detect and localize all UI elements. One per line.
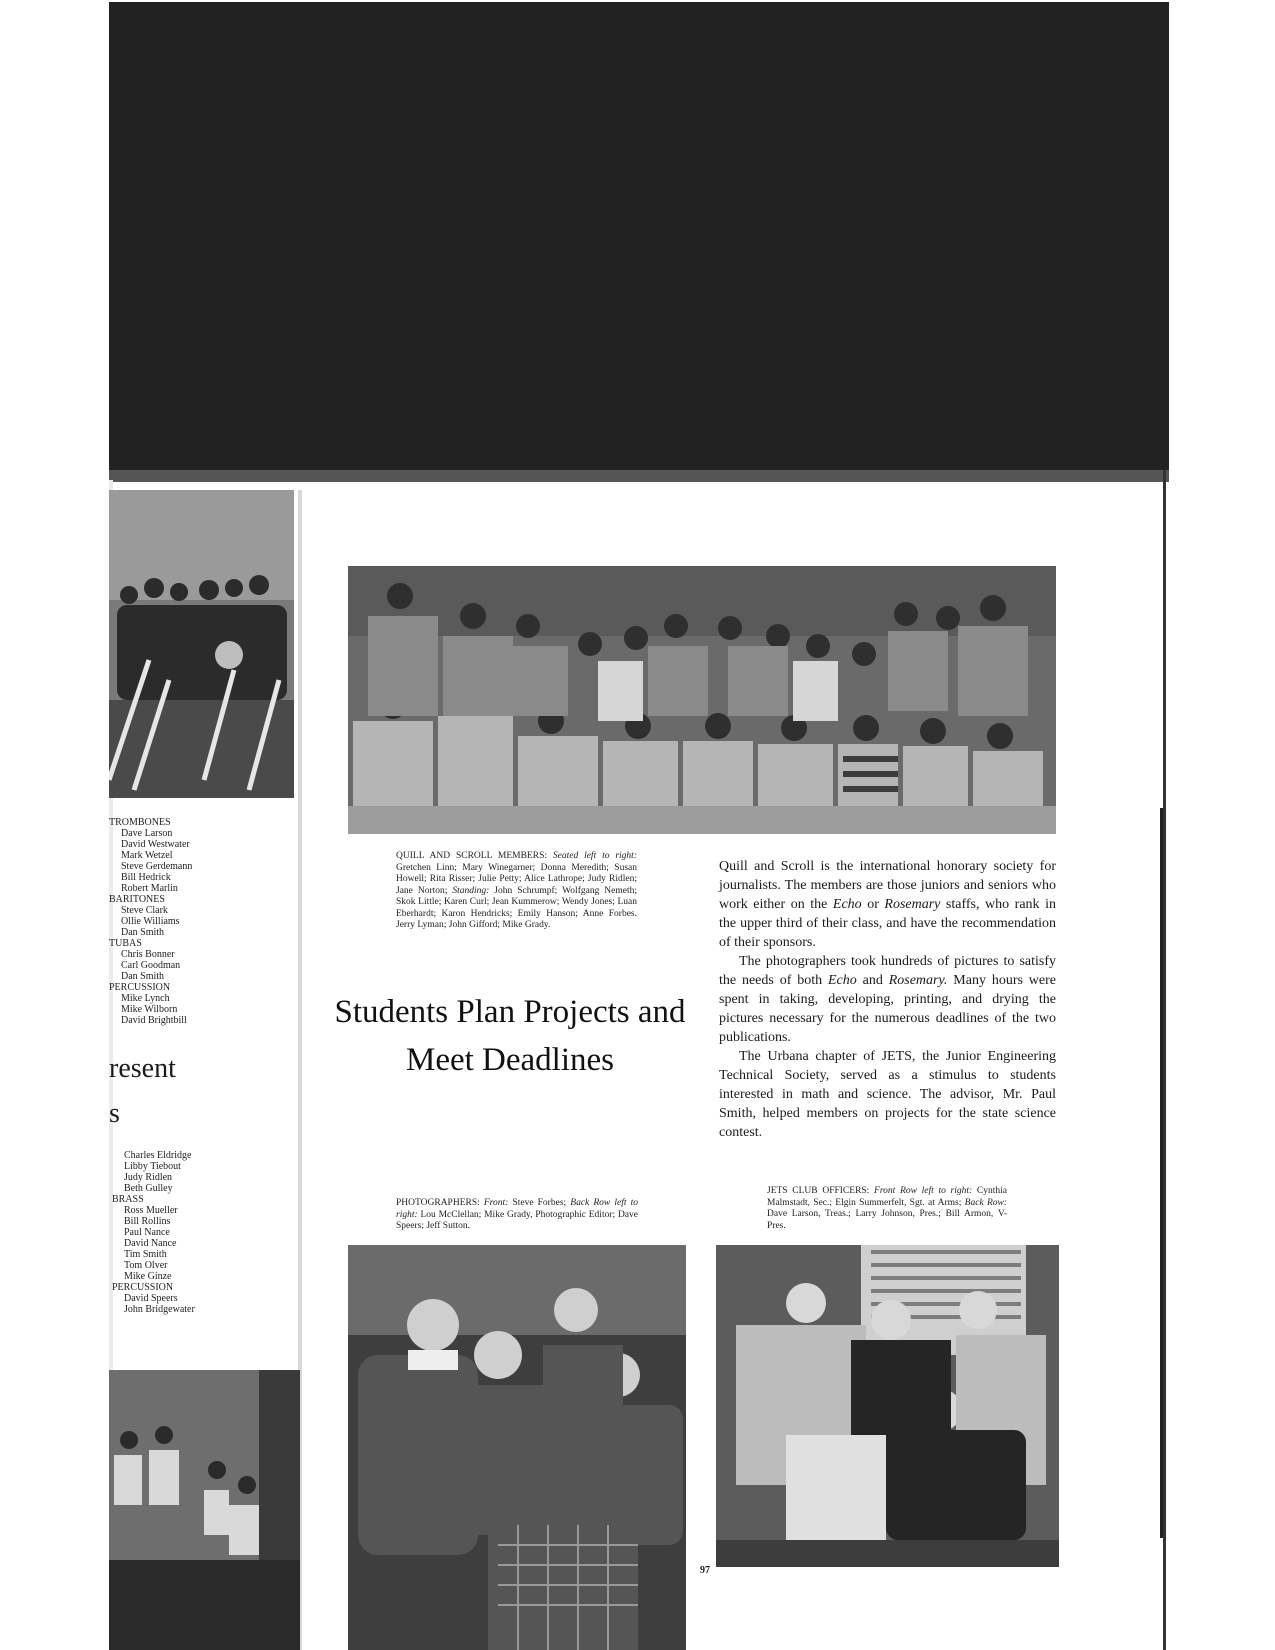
quill-and-scroll-photo: [348, 566, 1056, 834]
band-list-top: [109, 817, 289, 1026]
jets-officers-photo: [716, 1245, 1059, 1567]
photographers-photo: [348, 1245, 686, 1650]
caption-lead: QUILL AND SCROLL MEMBERS:: [396, 851, 553, 861]
paragraph-photographers: The photographers took hundreds of pictures to satisfy the needs of both Echo and Rosemary. Many hours were spent in taking, developing, printing, and drying the pictures necessary for the numerous deadlines of the two publications.: [719, 954, 1057, 1045]
member-name: Judy Ridlen: [124, 1172, 173, 1183]
member-name: Bill Hedrick: [121, 872, 171, 883]
member-name: Ross Mueller: [124, 1205, 178, 1216]
member-name: Tim Smith: [124, 1249, 167, 1260]
member-name: Dan Smith: [121, 971, 165, 982]
right-page-edge: [1163, 470, 1166, 1650]
headline-fragment-2: s: [109, 1098, 120, 1129]
page-headline: [325, 988, 695, 1084]
section-heading: TUBAS: [109, 938, 142, 949]
headline-line-1: Students Plan Projects and: [334, 994, 686, 1030]
member-name: Dan Smith: [121, 927, 165, 938]
member-name: Steve Clark: [121, 905, 168, 916]
band-photo-bottom: [109, 1370, 300, 1650]
member-name: Steve Gerdemann: [121, 861, 193, 872]
photographers-caption: PHOTOGRAPHERS: Front: Steve Forbes; Back Row left to right: Lou McClellan; Mike Grady, Photographic Editor; Dave Speers; Jeff Sutton.: [396, 1198, 638, 1231]
section-heading: BRASS: [112, 1194, 144, 1205]
headline-line-2: Meet Deadlines: [405, 1042, 614, 1078]
member-name: Mike Ginze: [124, 1271, 172, 1282]
quill-and-scroll-caption: [396, 851, 637, 932]
member-name: Mike Wilborn: [121, 1004, 178, 1015]
member-name: Tom Olver: [124, 1260, 168, 1271]
member-name: David Brightbill: [121, 1015, 187, 1026]
paragraph-quill-and-scroll: Quill and Scroll is the international honorary society for journalists. The members are those juniors and seniors who work either on the Echo or Rosemary staffs, who rank in the upper third of their class, and have the recommendation of their sponsors.: [719, 859, 1056, 950]
top-dark-band-edge: [109, 470, 1169, 482]
member-name: Paul Nance: [124, 1227, 170, 1238]
band-photo-top: [109, 490, 294, 798]
headline-fragment-1: resent: [109, 1053, 176, 1084]
jets-caption: JETS CLUB OFFICERS: Front Row left to right: Cynthia Malmstadt, Sec.; Elgin Summerfelt, Sgt. at Arms; Back Row: Dave Larson, Treas.; Larry Johnson, Pres.; Bill Armon, V-Pres.: [767, 1186, 1007, 1231]
member-name: Charles Eldridge: [124, 1150, 192, 1161]
member-name: Robert Marlin: [121, 883, 178, 894]
member-name: Dave Larson: [121, 828, 173, 839]
section-heading: PERCUSSION: [109, 982, 171, 993]
section-heading: TROMBONES: [109, 817, 171, 828]
section-heading: BARITONES: [109, 894, 165, 905]
member-name: Chris Bonner: [121, 949, 175, 960]
member-name: Libby Tiebout: [124, 1161, 181, 1172]
member-name: Carl Goodman: [121, 960, 181, 971]
caption-names: Gretchen Linn; Mary Winegarner; Donna Meredith; Susan Howell; Rita Risser; Julie Petty; Alice Lathrope; Judy Ridlen; Jane Norton;: [396, 862, 637, 896]
page-number: 97: [700, 1565, 710, 1576]
member-name: John Bridgewater: [124, 1304, 195, 1315]
member-name: Bill Rollins: [124, 1216, 171, 1227]
band-list-bottom: [112, 1150, 292, 1315]
right-margin-rule: [1160, 808, 1163, 1538]
member-name: Beth Gulley: [124, 1183, 173, 1194]
section-heading: PERCUSSION: [112, 1282, 174, 1293]
paragraph-jets: The Urbana chapter of JETS, the Junior Engineering Technical Society, served as a stimulus to students interested in math and science. The advisor, Mr. Paul Smith, helped members on projects for the state science contest.: [719, 1049, 1056, 1140]
top-dark-band: [109, 2, 1169, 480]
member-name: Mark Wetzel: [121, 850, 173, 861]
caption-label: Seated left to right:: [552, 851, 637, 861]
caption-names: John Schrumpf; Wolfgang Nemeth; Skok Little; Karen Curl; Jean Kummerow; Wendy Jones; Luan Eberhardt; Karon Hendricks; Emily Hanson; Anne Forbes. Jerry Lyman; John Gifford; Mike Grady.: [396, 885, 638, 930]
body-copy: [719, 857, 1056, 1142]
member-name: David Westwater: [121, 839, 190, 850]
member-name: David Speers: [124, 1293, 178, 1304]
member-name: Ollie Williams: [121, 916, 180, 927]
caption-label: Standing:: [452, 885, 490, 896]
member-name: David Nance: [124, 1238, 177, 1249]
member-name: Mike Lynch: [121, 993, 170, 1004]
